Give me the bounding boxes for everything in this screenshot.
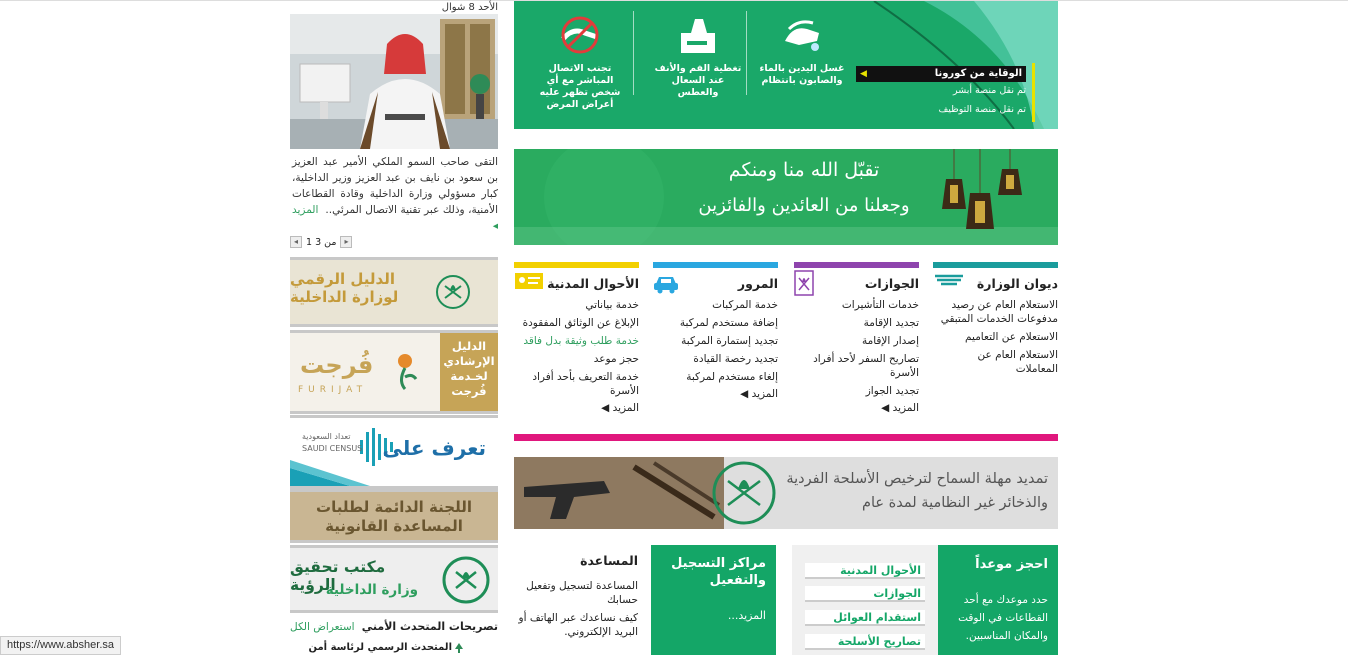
census-text: تعرف على — [382, 436, 486, 460]
no-handshake-icon — [555, 11, 605, 59]
digital-guide-text: الدليل الرقمي لوزارة الداخلية — [290, 270, 399, 306]
covid-cover-mouth: تغطية الفم والأنف عند السعال والعطس — [650, 11, 746, 99]
service-link[interactable]: تجديد الجواز — [865, 385, 919, 397]
service-link[interactable]: حجز موعد — [593, 353, 639, 365]
centers-more[interactable]: المزيد... — [727, 609, 766, 622]
passports-more-link[interactable]: المزيد ◀ — [881, 402, 919, 414]
chevron-right-icon: ▸ — [344, 237, 349, 246]
service-link[interactable]: خدمة المركبات — [712, 299, 778, 311]
weapons-license-banner[interactable] — [514, 457, 1058, 529]
news-pager — [290, 235, 356, 249]
traffic-title: المرور — [737, 276, 778, 291]
statements-view-all[interactable]: استعراض الكل — [290, 621, 355, 633]
banner-legal-aid[interactable] — [290, 489, 498, 543]
help-title: المساعدة — [580, 553, 638, 568]
service-passports — [794, 262, 919, 414]
service-link[interactable]: الاستعلام العام عن رصيد مدفوعات الخدمات المتبقي — [940, 299, 1058, 325]
furijat-logo: فُرجت — [300, 351, 374, 379]
passports-title: الجوازات — [864, 276, 919, 291]
appt-family-button[interactable]: استقدام العوائل — [805, 610, 925, 626]
chevron-left-icon: ◂ — [293, 237, 298, 246]
covid-separator — [633, 11, 634, 95]
service-link[interactable]: إضافة مستخدم لمركبة — [679, 317, 778, 329]
appointment-box[interactable] — [938, 545, 1058, 655]
eid-line1: تقبّل الله منا ومنكم — [728, 159, 880, 181]
prev-button[interactable] — [290, 236, 302, 248]
civil-title: الأحوال المدنية — [547, 276, 639, 291]
appt-passports-button[interactable]: الجوازات — [805, 586, 925, 602]
service-link[interactable]: الاستعلام العام عن المعاملات — [977, 349, 1058, 375]
service-link[interactable]: تجديد إستمارة المركبة — [681, 335, 778, 347]
furijat-latin: FURIJAT — [298, 385, 368, 395]
furijat-guide-box: الدليل الإرشادي لخـدمة فُرجت — [440, 333, 498, 411]
help-contact[interactable]: كيف نساعدك عبر الهاتف أو البريد الإلكتروني. — [518, 612, 638, 638]
statement-item[interactable]: المتحدث الرسمي لرئاسة أمن — [308, 642, 452, 653]
passports-emblem-icon — [794, 270, 814, 299]
service-link[interactable]: تجديد رخصة القيادة — [693, 353, 778, 365]
appointment-desc: حدد موعدك مع أحد القطاعات في الوقت والمكان المناسبين. — [958, 594, 1048, 642]
tissue-box-icon — [673, 11, 723, 59]
covid-news-box — [860, 63, 1035, 122]
banner-vision-office[interactable] — [290, 545, 498, 613]
service-link[interactable]: خدمة التعريف بأحد أفراد الأسرة — [532, 371, 639, 397]
service-traffic — [653, 262, 778, 400]
weapons-decoration — [514, 457, 1058, 529]
ministry-emblem-icon — [933, 272, 965, 291]
hijri-date: الأحد 8 شوال — [441, 2, 498, 13]
banner-furijat[interactable] — [290, 330, 498, 414]
appointment-title: احجز موعداً — [975, 557, 1048, 572]
covid-box-title: الوقاية من كورونا — [856, 66, 1026, 82]
tree-icon — [454, 643, 464, 653]
weapons-line2: والذخائر غير النظامية لمدة عام — [862, 495, 1048, 511]
statements-title: تصريحات المتحدث الأمني — [361, 620, 498, 633]
hand-wash-icon — [777, 11, 827, 59]
news-more-link[interactable]: المزيد ◂ — [292, 204, 498, 232]
passports-list — [794, 298, 919, 398]
next-button[interactable] — [340, 236, 352, 248]
arrow-left-icon: ◂ — [492, 220, 498, 232]
section-divider — [514, 434, 1058, 441]
caret-left-icon: ◀ — [740, 388, 749, 400]
centers-box[interactable] — [651, 545, 776, 655]
browser-status-bar: https://www.absher.sa — [0, 636, 121, 655]
appt-weapons-button[interactable]: تصاريح الأسلحة — [805, 634, 925, 650]
service-link[interactable]: تصاريح السفر لأحد أفراد الأسرة — [813, 353, 919, 379]
eid-line2: وجعلنا من العائدين والفائزين — [698, 195, 910, 216]
legal-aid-text: اللجنة الدائمة لطلبات المساعدة القانونية — [316, 498, 472, 535]
news-summary — [292, 154, 498, 234]
service-link[interactable]: إصدار الإقامة — [861, 335, 919, 347]
banner-digital-guide[interactable] — [290, 257, 498, 327]
pager-label: 1 من 3 — [306, 236, 337, 248]
service-civil-affairs — [514, 262, 639, 414]
news-photo[interactable] — [290, 14, 498, 149]
diwan-title: ديوان الوزارة — [976, 276, 1058, 291]
service-link[interactable]: إلغاء مستخدم لمركبة — [686, 371, 778, 383]
vision-emblem-icon — [442, 554, 490, 606]
caret-left-icon: ◀ — [601, 402, 610, 414]
service-link[interactable]: الإبلاغ عن الوثائق المفقودة — [522, 317, 639, 329]
furijat-flower-icon — [390, 351, 420, 391]
covid-link-jobs[interactable]: تم نقل منصة التوظيف — [938, 104, 1026, 115]
service-link[interactable]: خدمات التأشيرات — [841, 299, 919, 311]
caret-left-icon: ◀ — [860, 69, 867, 79]
car-icon — [653, 274, 679, 297]
diwan-list — [933, 298, 1058, 376]
civil-more-link[interactable]: المزيد ◀ — [601, 402, 639, 414]
caret-left-icon: ◀ — [881, 402, 890, 414]
traffic-more-link[interactable]: المزيد ◀ — [740, 388, 778, 400]
traffic-list — [653, 298, 778, 384]
id-card-icon — [514, 272, 544, 293]
covid-avoid-contact: تجنب الاتصال المباشر مع أي شخص تظهر عليه أعراض المرض — [532, 11, 628, 111]
centers-title: مراكز التسجيل والتفعيل — [671, 556, 766, 588]
banner-census[interactable] — [290, 415, 498, 489]
service-diwan — [933, 262, 1058, 380]
service-link[interactable]: خدمة طلب وثيقة بدل فاقد — [523, 335, 639, 347]
help-register[interactable]: المساعدة لتسجيل وتفعيل حسابك — [526, 580, 638, 606]
appt-civil-button[interactable]: الأحوال المدنية — [805, 563, 925, 579]
eid-banner[interactable] — [514, 149, 1058, 245]
weapons-line1: تمديد مهلة السماح لترخيص الأسلحة الفردية — [786, 471, 1048, 487]
covid-separator — [746, 11, 747, 95]
civil-list — [514, 298, 639, 398]
left-column — [290, 0, 498, 655]
vision-line1: مكتب تحقيق الرؤية — [290, 558, 386, 594]
covid-link-absher[interactable]: تم نقل منصة أبشر — [953, 85, 1026, 96]
service-link[interactable]: خدمة بياناتي — [585, 299, 639, 311]
help-box — [500, 545, 638, 655]
covid-banner[interactable] — [514, 1, 1058, 129]
vision-line2: وزارة الداخلية — [325, 582, 418, 598]
news-text: التقى صاحب السمو الملكي الأمير عبد العزيز بن سعود بن نايف بن عبد العزيز وزير الداخلية، كبار مسؤولي وزارة الداخلية وقادة القطاعات الأمنية، وذلك عبر تقنية الاتصال المرئي.. — [292, 156, 498, 216]
service-link[interactable]: تجديد الإقامة — [863, 317, 919, 329]
census-small: تعداد السعودية — [302, 432, 351, 441]
census-latin: SAUDI CENSUS — [302, 444, 363, 453]
covid-wash-hands: غسل اليدين بالماء والصابون بانتظام — [754, 11, 850, 87]
service-link[interactable]: الاستعلام عن التعاميم — [965, 331, 1058, 343]
